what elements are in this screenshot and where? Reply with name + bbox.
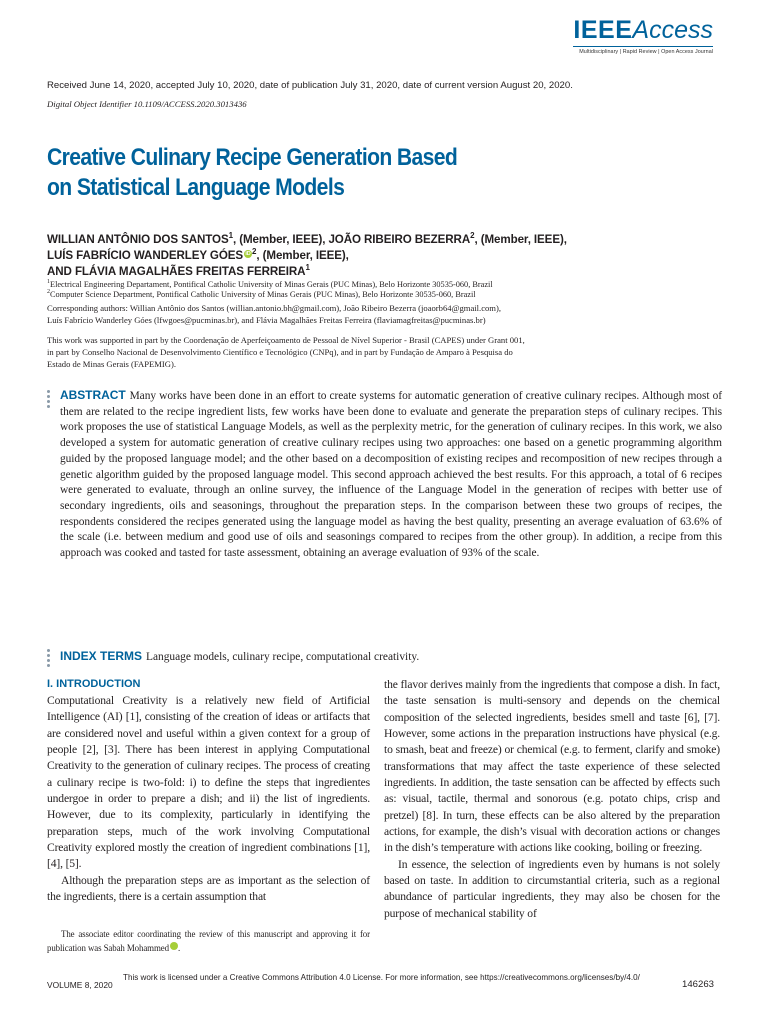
author-line-2: LUÍS FABRÍCIO WANDERLEY GÓES $iD^2$, (Member, IEEE), (47, 247, 349, 262)
affiliation-1: $^1$Electrical Engineering Departament, Pontifical Catholic University of Minas Gerais (PUC Minas), Belo Horizonte 30535-060, Brazil (47, 279, 493, 289)
orcid-icon[interactable]: iD (245, 250, 251, 257)
paragraph: the flavor derives mainly from the ingredients that compose a dish. In fact, the taste sensation is multi-sensory and depends on the chemical composition of the selected ingredients, besides smell and taste [6], [7]. However, some actions in the preparation instructions have physical (e.g. to smash, beat and freeze) or chemical (e.g. to ferment, clarify and smoke) transformations that may affect the taste experience of these selected ingredients. In addition, the taste sensation can be affected by effects such as: visual, tactile, thermal and sonorous (e.g. potato chips, crisp and pretzel) [8]. In turn, these effects can be also altered by the preparation actions, for example, the dish’s visual with decoration actions or changes in the dish’s temperature with actions like cooking, boiling or freezing. (384, 678, 720, 855)
orcid-icon[interactable]: iD (170, 942, 178, 950)
footer-license[interactable]: This work is licensed under a Creative Commons Attribution 4.0 License. For more information, see https://creativecommons.org/licenses/by/4.0/ (123, 973, 640, 982)
abstract-text: Many works have been done in an effort to create systems for automatic generation of creative culinary recipes. Although most of them are related to the recipe ingredient lists, few works have been done to evaluate and generate the preparation steps of culinary recipes. This work proposes the use of statistical Language Models, as well as the perplexity metric, for the generation of culinary recipes. In this work, we also developed a system for automatic generation of creative culinary recipes using two approaches: one based on a genetic programming algorithm guided by the proposed language model; and the other based on a decomposition of existing recipes and recomposition of new recipes through a genetic algorithm guided by the proposed language model. This second approach achieved the best results. For this approach, a total of 6 recipes were generated to evaluate, through an online survey, the influence of the Language Model in the generation of recipes with better use of secondary ingredients, oils and seasonings, throughout the preparation steps. In the comparison between these two groups of recipes, the respondents considered the recipes generated using the language model as having the best quality, presenting an average evaluation of 63.6% of the scale (i.e. between medium and good use of oils and seasonings compared to recipes from the other group). In addition, a recipe from this approach was cooked and tasted for taste assessment, obtaining an average evaluation of 93% of the scale. (60, 390, 722, 560)
index-terms-text: Language models, culinary recipe, computational creativity. (146, 651, 420, 663)
author-line-3: AND FLÁVIA MAGALHÃES FREITAS FERREIRA$^1$ (47, 263, 310, 278)
title-line-1: Creative Culinary Recipe Generation Based (47, 144, 458, 171)
journal-logo (573, 16, 713, 55)
affiliation-2: $^2$Computer Science Department, Pontifical Catholic University of Minas Gerais (PUC Minas), Belo Horizonte 30535-060, Brazil (47, 289, 476, 299)
received-dates: Received June 14, 2020, accepted July 10, 2020, date of publication July 31, 2020, date of current version August 20, 2020. (47, 80, 573, 91)
funding-statement: This work was supported in part by the Coordenação de Aperfeiçoamento de Pessoal de Nível Superior - Brasil (CAPES) under Grant 001, in part by Conselho Nacional de Desenvolvimento Científico e Tecnológico (CNPq), and in part by Fundação de Amparo à Pesquisa do Estado de Minas Gerais (FAPEMIG). (47, 335, 525, 370)
paragraph: Although the preparation steps are as important as the selection of the ingredients, there is a certain assumption that (47, 873, 370, 904)
author-line-1: WILLIAN ANTÔNIO DOS SANTOS$^1$, (Member, IEEE), JOÃO RIBEIRO BEZERRA$^2$, (Member, IEEE), (47, 231, 567, 246)
right-column (384, 677, 720, 922)
journal-tagline: Multidisciplinary | Rapid Review | Open Access Journal (573, 46, 713, 55)
corresponding-authors: Corresponding authors: Willian Antônio dos Santos (willian.antonio.bh@gmail.com), João Ribeiro Bezerra (joaorb64@gmail.com), Luís Fabrício Wanderley Góes (lfwgoes@pucminas.br), and Flávia Magalhães Freitas Ferreira (flaviamagfreitas@pucminas.br) (47, 303, 502, 326)
editor-footnote: The associate editor coordinating the review of this manuscript and approving it for publication was Sabah Mohammed iD. (47, 929, 370, 953)
index-terms (60, 648, 419, 665)
index-terms-marker-icon (47, 649, 51, 669)
section-heading-introduction: I. INTRODUCTION (47, 678, 141, 690)
index-terms-heading: INDEX TERMS (60, 649, 143, 663)
abstract (60, 388, 722, 562)
title-line-2: on Statistical Language Models (47, 174, 345, 201)
footer-page-number: 146263 (681, 979, 714, 990)
footer-volume: VOLUME 8, 2020 (47, 980, 113, 990)
left-column (47, 693, 370, 905)
abstract-heading: ABSTRACT (60, 388, 126, 402)
paragraph: In essence, the selection of ingredients even by humans is not solely based on taste. In addition to circumstantial criteria, such as a regional abundance of particular ingredients, they may also be chosen for the purpose of mechanical stability of (384, 857, 720, 920)
abstract-marker-icon (47, 390, 51, 410)
paragraph: Computational Creativity is a relatively new field of Artificial Intelligence (AI) [1], consisting of the creation of ideas or artifacts that are considered novel and useful within a given context for a group of people [2], [3]. There has been interest in applying Computational Creativity to the generation of culinary recipes. The process of creating a culinary recipe is two-fold: i) to define the steps that ingredientes undergoe in order to prepare a dish; and ii) the list of ingredients. However, due to its complexity, particularly in identifying the preparation steps, much of the work involving Computational Creativity explored mostly the creation of ingredient combinations [1], [4], [5]. (47, 694, 370, 871)
journal-name: IEEEAccess (573, 16, 713, 44)
paper-title (47, 143, 593, 203)
doi-line: Digital Object Identifier 10.1109/ACCESS.2020.3013436 (47, 99, 247, 109)
